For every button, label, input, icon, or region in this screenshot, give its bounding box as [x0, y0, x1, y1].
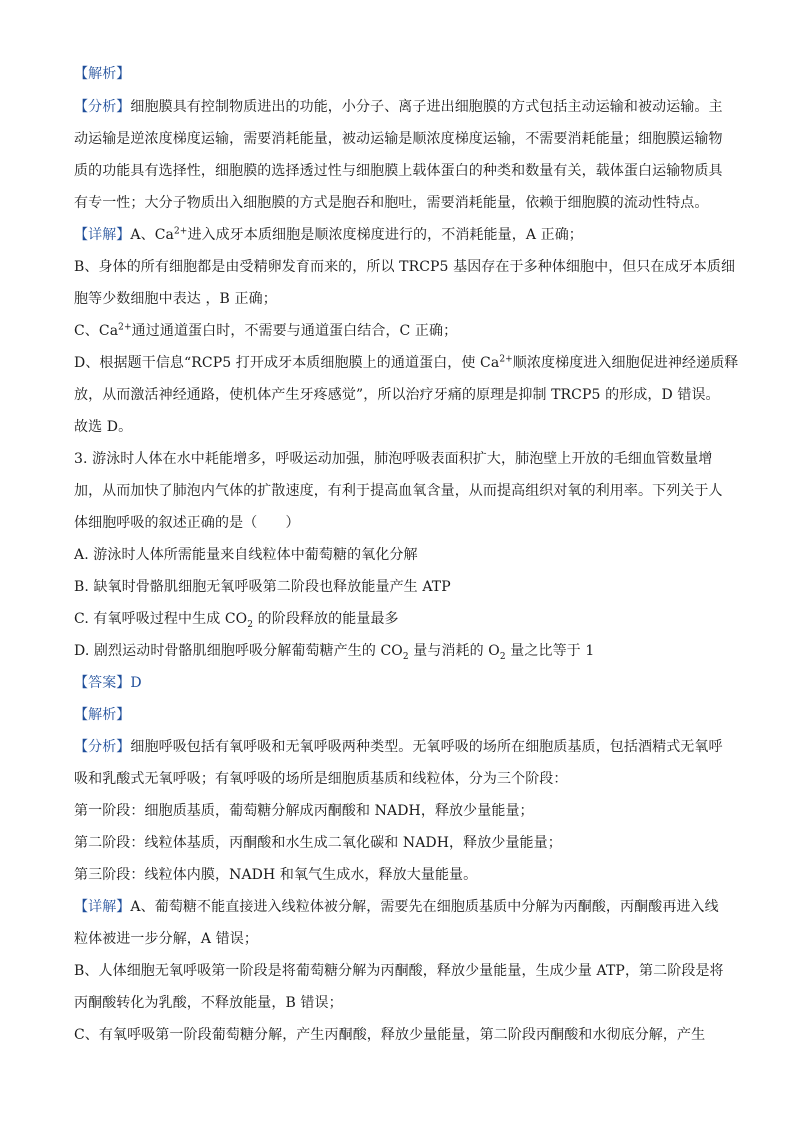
option-d	[74, 641, 594, 661]
xj1-d1-post: 顺浓度梯度进入细胞促进神经递质释	[512, 355, 739, 371]
xiangjie-2-line-2: 粒体被进一步分解，A 错误；	[74, 931, 258, 947]
xiangjie-tag-2: 【详解】	[74, 899, 131, 915]
xj1-a-sup: 2+	[173, 226, 188, 237]
fenxi-paragraph-1-line-2: 动运输是逆浓度梯度运输，需要消耗能量，被动运输是顺浓度梯度运输，不需要消耗能量；细胞膜运输物	[74, 131, 723, 147]
xiangjie-2-line-4: 丙酮酸转化为乳酸，不释放能量，B 错误；	[74, 995, 343, 1011]
opt-d-sub1: 2	[402, 651, 409, 662]
fenxi-tag-1: 【分析】	[74, 99, 131, 115]
xiangjie-1-line-c	[74, 321, 457, 341]
fenxi-paragraph-1-line-1	[74, 97, 723, 117]
opt-c-pre: C. 有氧呼吸过程中生成 CO	[74, 611, 248, 627]
fenxi-1-text-1: 细胞膜具有控制物质进出的功能，小分子、离子进出细胞膜的方式包括主动运输和被动运输。主	[130, 99, 723, 115]
option-c	[74, 609, 399, 629]
xiangjie-1-line-b1: B、身体的所有细胞都是由受精卵发育而来的，所以 TRCP5 基因存在于多种体细胞中，但只在成牙本质细	[74, 259, 736, 275]
xiangjie-2-text-1: A、葡萄糖不能直接进入线粒体被分解，需要先在细胞质基质中分解为丙酮酸，丙酮酸再进入线	[130, 899, 719, 915]
question-3-line-1: 3. 游泳时人体在水中耗能增多，呼吸运动加强，肺泡呼吸表面积扩大，肺泡壁上开放的毛细血管数量增	[74, 451, 713, 467]
xj1-c-pre: C、Ca	[74, 323, 119, 339]
xiangjie-1-line-b2: 胞等少数细胞中表达 ，B 正确；	[74, 291, 277, 307]
opt-d-pre: D. 剧烈运动时骨骼肌细胞呼吸分解葡萄糖产生的 CO	[74, 643, 403, 659]
xiangjie-1-choice: 故选 D。	[74, 419, 133, 435]
fenxi-2-text-1: 细胞呼吸包括有氧呼吸和无氧呼吸两种类型。无氧呼吸的场所在细胞质基质，包括酒精式无氧呼	[130, 739, 723, 755]
xiangjie-2-line-3: B、人体细胞无氧呼吸第一阶段是将葡萄糖分解为丙酮酸，释放少量能量，生成少量 ATP，第二阶段是将	[74, 963, 724, 979]
jiexi-heading-1: 【解析】	[74, 66, 131, 82]
xiangjie-2-line-1	[74, 897, 719, 917]
xj1-d1-sup: 2+	[499, 354, 513, 365]
opt-d-post: 量之比等于 1	[505, 643, 595, 659]
fenxi-paragraph-1-line-4: 有专一性；大分子物质出入细胞膜的方式是胞吞和胞吐，需要消耗能量，依赖于细胞膜的流动性特点。	[74, 195, 709, 211]
fenxi-paragraph-2-line-1	[74, 737, 723, 757]
question-3-line-2: 加，从而加快了肺泡内气体的扩散速度，有利于提高血氧含量，从而提高组织对氧的利用率。下列关于人	[74, 483, 723, 499]
xj1-a-pre: A、Ca	[130, 227, 174, 243]
xiangjie-1-line-d2: 放，从而激活神经通路，使机体产生牙疼感觉”，所以治疗牙痛的原理是抑制 TRCP5 的形成，D 错误。	[74, 387, 720, 403]
xiangjie-1-line-d1	[74, 353, 738, 373]
fenxi-paragraph-2-line-5: 第三阶段：线粒体内膜，NADH 和氧气生成水，释放大量能量。	[74, 867, 478, 883]
jiexi-heading-2: 【解析】	[74, 707, 131, 723]
xj1-d1-pre: D、根据题干信息“RCP5 打开成牙本质细胞膜上的通道蛋白，使 Ca	[74, 355, 500, 371]
opt-d-mid: 量与消耗的 O	[408, 643, 500, 659]
xiangjie-tag-1: 【详解】	[74, 227, 131, 243]
xj1-c-post: 通过通道蛋白时，不需要与通道蛋白结合，C 正确；	[131, 323, 458, 339]
fenxi-paragraph-1-line-3: 质的功能具有选择性，细胞膜的选择透过性与细胞膜上载体蛋白的种类和数量有关，载体蛋白运输物质具	[74, 163, 723, 179]
question-3-line-3: 体细胞呼吸的叙述正确的是（ ）	[74, 515, 300, 531]
opt-c-sub: 2	[247, 619, 254, 630]
opt-c-post: 的阶段释放的能量最多	[253, 611, 399, 627]
answer-line: 【答案】D	[74, 675, 142, 691]
fenxi-paragraph-2-line-3: 第一阶段：细胞质基质，葡萄糖分解成丙酮酸和 NADH，释放少量能量；	[74, 803, 534, 819]
xj1-c-sup: 2+	[118, 322, 132, 333]
fenxi-tag-2: 【分析】	[74, 739, 131, 755]
xiangjie-2-line-5: C、有氧呼吸第一阶段葡萄糖分解，产生丙酮酸，释放少量能量，第二阶段丙酮酸和水彻底分解，产生	[74, 1027, 706, 1043]
xj1-a-post: 进入成牙本质细胞是顺浓度梯度进行的，不消耗能量，A 正确；	[187, 227, 583, 243]
option-b: B. 缺氧时骨骼肌细胞无氧呼吸第二阶段也释放能量产生 ATP	[74, 579, 451, 595]
fenxi-paragraph-2-line-2: 吸和乳酸式无氧呼吸；有氧呼吸的场所是细胞质基质和线粒体，分为三个阶段：	[74, 771, 568, 787]
option-a: A. 游泳时人体所需能量来自线粒体中葡萄糖的氧化分解	[74, 547, 418, 563]
opt-d-sub2: 2	[499, 651, 506, 662]
fenxi-paragraph-2-line-4: 第二阶段：线粒体基质，丙酮酸和水生成二氧化碳和 NADH，释放少量能量；	[74, 835, 562, 851]
xiangjie-1-line-a	[74, 225, 583, 245]
